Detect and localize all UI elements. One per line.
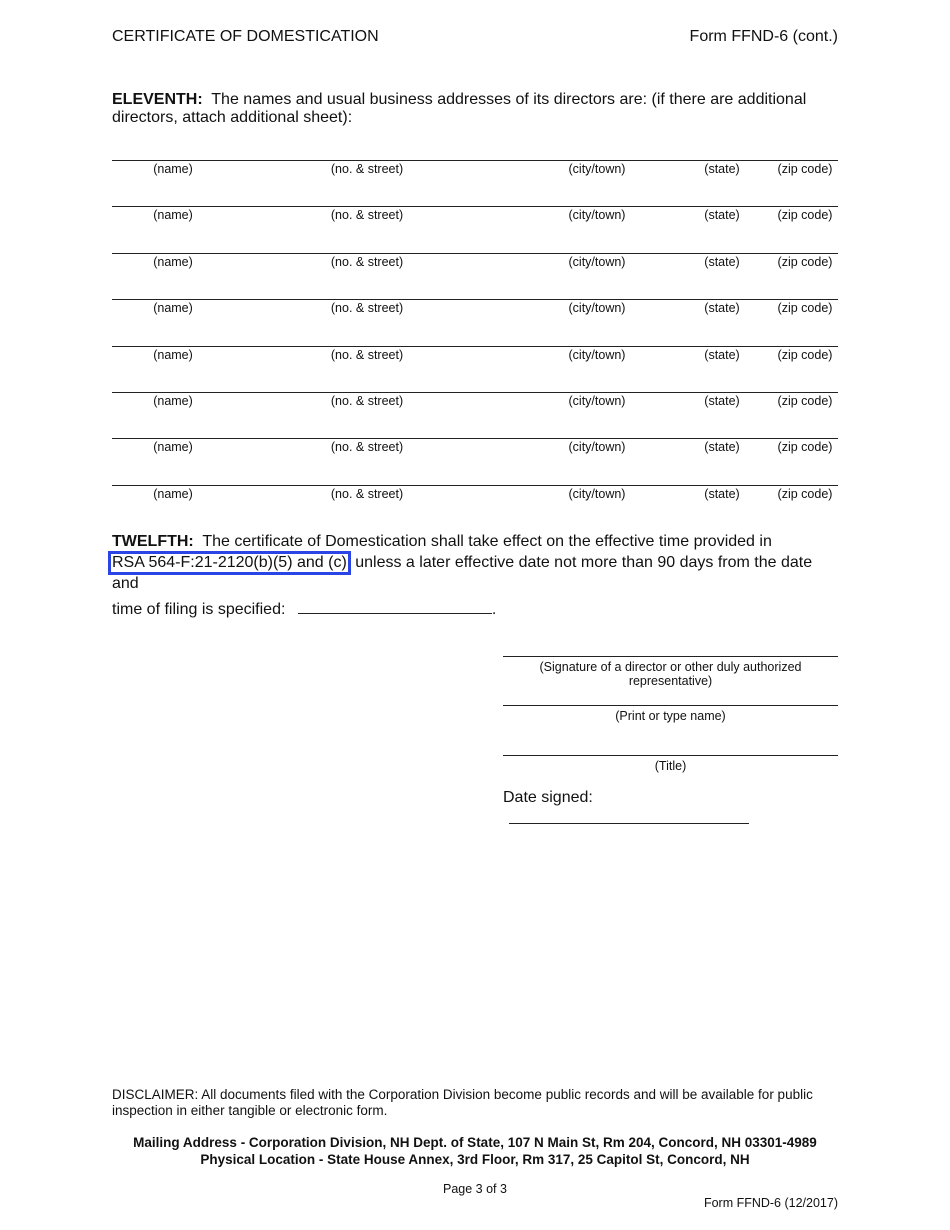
signature-caption: (Signature of a director or other duly authorized representative)	[539, 660, 802, 688]
twelfth-text-1: The certificate of Domestication shall take effect on the effective time provided in	[202, 533, 772, 550]
twelfth-label: TWELFTH:	[112, 533, 194, 550]
director-state-caption: (state)	[704, 301, 740, 315]
director-street-caption: (no. & street)	[330, 255, 404, 269]
form-label: Form FFND-6 (cont.)	[689, 28, 838, 45]
title-block	[503, 755, 838, 773]
director-city-caption: (city/town)	[568, 348, 626, 362]
director-row-line[interactable]	[112, 253, 838, 254]
twelfth-text-3: time of filing is specified:	[112, 601, 286, 618]
director-name-caption: (name)	[153, 348, 193, 362]
date-signed-label: Date signed:	[503, 789, 593, 806]
director-city-caption: (city/town)	[568, 255, 626, 269]
director-street-caption: (no. & street)	[330, 487, 404, 501]
physical-location: Physical Location - State House Annex, 3rd Floor, Rm 317, 25 Capitol St, Concord, NH	[200, 1152, 750, 1167]
twelfth-end: .	[491, 601, 497, 618]
director-row[interactable]	[112, 206, 838, 226]
director-name-caption: (name)	[153, 394, 193, 408]
director-name-caption: (name)	[153, 301, 193, 315]
director-zip-caption: (zip code)	[777, 394, 833, 408]
director-row-line[interactable]	[112, 160, 838, 161]
director-row[interactable]	[112, 485, 838, 505]
director-state-caption: (state)	[704, 348, 740, 362]
director-row-line[interactable]	[112, 485, 838, 486]
director-state-caption: (state)	[704, 440, 740, 454]
print-name-block	[503, 705, 838, 723]
director-state-caption: (state)	[704, 255, 740, 269]
print-name-caption: (Print or type name)	[615, 709, 726, 723]
form-id: Form FFND-6 (12/2017)	[703, 1196, 838, 1210]
director-state-caption: (state)	[704, 394, 740, 408]
director-name-caption: (name)	[153, 255, 193, 269]
director-street-caption: (no. & street)	[330, 440, 404, 454]
director-row-line[interactable]	[112, 392, 838, 393]
director-zip-caption: (zip code)	[777, 208, 833, 222]
date-signed-block	[503, 789, 838, 829]
director-city-caption: (city/town)	[568, 440, 626, 454]
director-row[interactable]	[112, 392, 838, 412]
eleventh-text: The names and usual business addresses of its directors are: (if there are additional directors, attach additional sheet):	[112, 91, 807, 126]
director-zip-caption: (zip code)	[777, 348, 833, 362]
director-row[interactable]	[112, 299, 838, 319]
rsa-statute-link[interactable]: RSA 564-F:21-2120(b)(5) and (c)	[108, 551, 351, 575]
director-row[interactable]	[112, 346, 838, 366]
director-street-caption: (no. & street)	[330, 162, 404, 176]
director-city-caption: (city/town)	[568, 394, 626, 408]
twelfth-text-2: unless a later effective date not more than 90 days from the date and	[112, 554, 813, 592]
director-state-caption: (state)	[704, 162, 740, 176]
director-row[interactable]	[112, 160, 838, 180]
effective-date-field[interactable]	[298, 599, 492, 614]
director-row-line[interactable]	[112, 206, 838, 207]
director-row-line[interactable]	[112, 346, 838, 347]
director-street-caption: (no. & street)	[330, 301, 404, 315]
director-name-caption: (name)	[153, 162, 193, 176]
director-row[interactable]	[112, 253, 838, 273]
director-row-line[interactable]	[112, 299, 838, 300]
director-name-caption: (name)	[153, 487, 193, 501]
mailing-address: Mailing Address - Corporation Division, NH Dept. of State, 107 N Main St, Rm 204, Concord, NH 03301-4989	[133, 1135, 817, 1150]
director-state-caption: (state)	[704, 208, 740, 222]
director-street-caption: (no. & street)	[330, 208, 404, 222]
director-zip-caption: (zip code)	[777, 301, 833, 315]
page-number: Page 3 of 3	[443, 1182, 507, 1196]
twelfth-article	[112, 533, 838, 619]
date-signed-field[interactable]	[509, 807, 749, 824]
signature-block	[503, 656, 838, 688]
director-street-caption: (no. & street)	[330, 348, 404, 362]
director-city-caption: (city/town)	[568, 487, 626, 501]
director-name-caption: (name)	[153, 440, 193, 454]
disclaimer: DISCLAIMER: All documents filed with the Corporation Division become public records and will be available for public inspection in either tangible or electronic form.	[112, 1087, 813, 1118]
title-caption: (Title)	[654, 759, 687, 773]
director-name-caption: (name)	[153, 208, 193, 222]
director-state-caption: (state)	[704, 487, 740, 501]
director-zip-caption: (zip code)	[777, 487, 833, 501]
director-zip-caption: (zip code)	[777, 162, 833, 176]
eleventh-label: ELEVENTH:	[112, 91, 203, 108]
director-city-caption: (city/town)	[568, 301, 626, 315]
eleventh-article	[112, 91, 838, 127]
director-zip-caption: (zip code)	[777, 440, 833, 454]
director-row[interactable]	[112, 438, 838, 458]
director-zip-caption: (zip code)	[777, 255, 833, 269]
director-city-caption: (city/town)	[568, 208, 626, 222]
director-street-caption: (no. & street)	[330, 394, 404, 408]
director-city-caption: (city/town)	[568, 162, 626, 176]
document-title: CERTIFICATE OF DOMESTICATION	[112, 28, 379, 45]
director-row-line[interactable]	[112, 438, 838, 439]
